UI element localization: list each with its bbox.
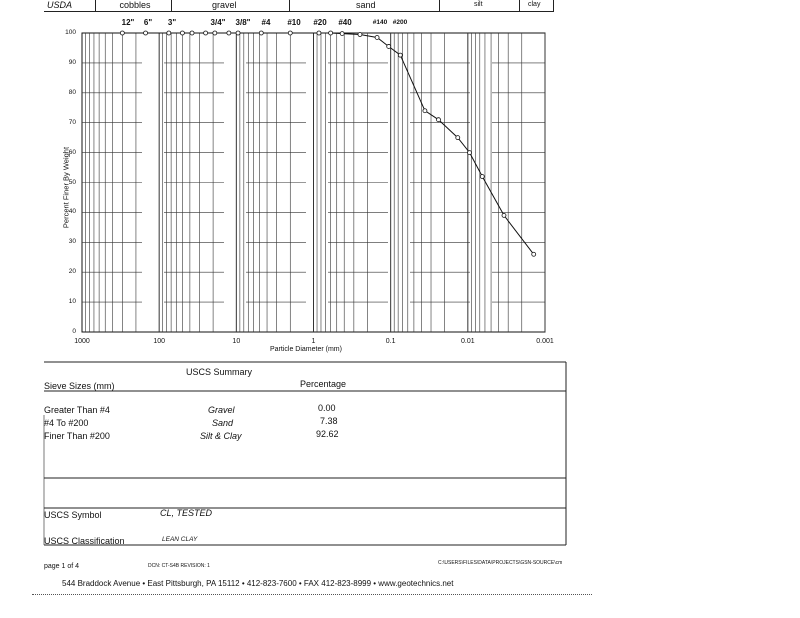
row-pct: 92.62 (316, 429, 339, 439)
y-tick-label: 60 (68, 148, 76, 156)
sieve-label: #140 (372, 19, 388, 26)
percentage-header: Percentage (300, 379, 347, 389)
x-axis-label: Particle Diameter (mm) (270, 346, 342, 353)
row-type: Sand (212, 418, 234, 428)
data-point (259, 31, 263, 35)
uscs-classification-value: LEAN CLAY (162, 536, 198, 543)
footer-divider (32, 594, 592, 595)
data-point (288, 31, 292, 35)
header-clay: clay (520, 0, 554, 12)
doc-reference: DCN: CT-S4B REVISION: 1 (148, 563, 210, 569)
data-point (532, 252, 536, 256)
x-tick-label: 100 (153, 338, 165, 345)
y-tick-label: 30 (68, 238, 76, 246)
sieve-label: #4 (261, 18, 271, 27)
data-point (329, 31, 333, 35)
data-point (190, 31, 194, 35)
x-tick-label: 0.001 (536, 338, 554, 345)
row-range: Greater Than #4 (44, 405, 110, 415)
data-point (144, 31, 148, 35)
page-number: page 1 of 4 (44, 563, 80, 570)
summary-box (0, 355, 800, 555)
sieve-label: 3/8" (235, 18, 251, 27)
sieve-label: #10 (287, 18, 301, 27)
header-cobbles: cobbles (96, 0, 172, 12)
row-pct: 7.38 (320, 416, 338, 426)
file-reference: C:\USERS\FILES\DATA\PROJECTS\GSN-SOURCE\cm (438, 560, 563, 566)
y-tick-label: 70 (68, 118, 76, 126)
header-gravel: gravel (172, 0, 290, 12)
y-tick-label: 90 (68, 58, 76, 66)
sieve-label: #20 (313, 18, 327, 27)
footer-address: 544 Braddock Avenue • East Pittsburgh, PA 15112 • 412-823-7600 • FAX 412-823-8999 • www.geotechnics.net (62, 579, 454, 588)
data-point (213, 31, 217, 35)
data-point (398, 53, 402, 57)
y-tick-label: 10 (68, 298, 76, 306)
x-tick-label: 10 (232, 338, 241, 345)
header-silt: silt (440, 0, 520, 12)
y-tick-label: 0 (72, 328, 76, 335)
data-point (480, 175, 484, 179)
y-tick-label: 50 (68, 178, 76, 186)
uscs-symbol-label: USCS Symbol (44, 510, 102, 520)
x-tick-label: 1 (311, 338, 316, 345)
row-type: Silt & Clay (200, 431, 242, 441)
sieve-label: 6" (143, 18, 153, 27)
y-tick-label: 80 (68, 88, 76, 96)
sieve-label: 3" (167, 18, 177, 27)
data-point (204, 31, 208, 35)
data-point (120, 31, 124, 35)
x-tick-label: 1000 (74, 338, 90, 345)
data-point (227, 31, 231, 35)
data-point (317, 31, 321, 35)
sieve-label: 12" (121, 18, 135, 27)
summary-title: USCS Summary (186, 367, 253, 377)
sieve-sizes-header: Sieve Sizes (mm) (44, 381, 115, 391)
uscs-symbol-value: CL, TESTED (160, 508, 213, 518)
gradation-curve (122, 33, 533, 254)
row-range: Finer Than #200 (44, 431, 110, 441)
data-point (180, 31, 184, 35)
data-point (387, 44, 391, 48)
y-axis-label: Percent Finer By Weight (61, 146, 71, 229)
data-point (436, 118, 440, 122)
uscs-classification-label: USCS Classification (44, 536, 125, 546)
data-point (456, 136, 460, 140)
header-sand: sand (290, 0, 440, 12)
data-point (236, 31, 240, 35)
y-tick-label: 20 (68, 268, 76, 276)
sieve-label: #200 (392, 19, 408, 26)
x-tick-label: 0.01 (461, 338, 475, 345)
data-point (375, 35, 379, 39)
data-point (502, 213, 506, 217)
sieve-label: 3/4" (210, 18, 226, 27)
data-point (423, 109, 427, 113)
data-point (167, 31, 171, 35)
sieve-label: #40 (338, 18, 352, 27)
row-range: #4 To #200 (44, 418, 89, 428)
data-point (468, 151, 472, 155)
data-point (340, 32, 344, 36)
header-system: USDA (44, 0, 96, 12)
row-type: Gravel (208, 405, 235, 415)
x-tick-label: 0.1 (385, 338, 396, 345)
data-point (358, 32, 362, 36)
y-tick-label: 40 (68, 208, 76, 216)
y-tick-label: 100 (65, 29, 76, 36)
row-pct: 0.00 (318, 403, 336, 413)
